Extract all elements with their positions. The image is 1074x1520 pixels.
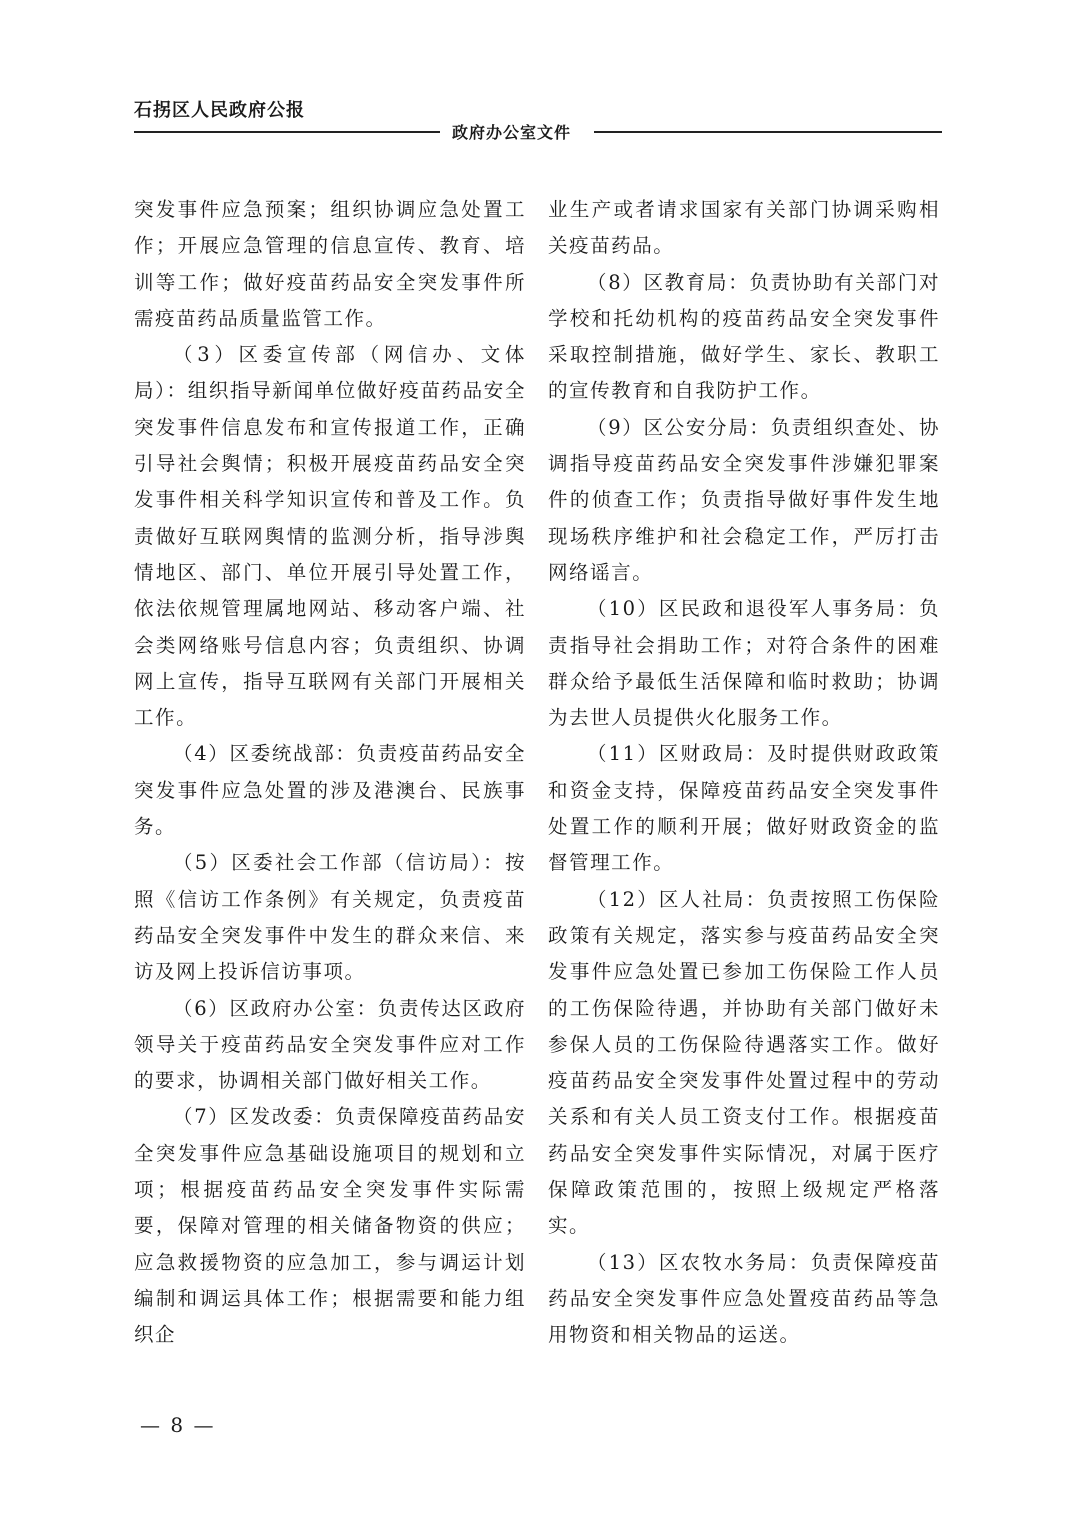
gazette-title: 石拐区人民政府公报 <box>134 100 305 121</box>
paragraph: （9）区公安分局：负责组织查处、协调指导疫苗药品安全突发事件涉嫌犯罪案件的侦查工作；负责指导做好事件发生地现场秩序维护和社会稳定工作，严厉打击网络谣言。 <box>548 415 940 584</box>
paragraph: （7）区发改委：负责保障疫苗药品安全突发事件应急基础设施项目的规划和立项；根据疫苗药品安全突发事件实际需要，保障对管理的相关储备物资的供应；应急救援物资的应急加工，参与调运计划编制和调运具体工作；根据需要和能力组织企 <box>134 1105 526 1347</box>
page-header <box>134 96 942 146</box>
left-column <box>134 192 526 1354</box>
document-category: 政府办公室文件 <box>452 123 572 142</box>
header-rule <box>134 131 440 133</box>
paragraph: （13）区农牧水务局：负责保障疫苗药品安全突发事件应急处置疫苗药品等急用物资和相关物品的运送。 <box>548 1250 940 1347</box>
paragraph: 突发事件应急预案；组织协调应急处置工作；开展应急管理的信息宣传、教育、培训等工作；做好疫苗药品安全突发事件所需疫苗药品质量监管工作。 <box>134 198 526 330</box>
paragraph: （10）区民政和退役军人事务局：负责指导社会捐助工作；对符合条件的困难群众给予最低生活保障和临时救助；协调为去世人员提供火化服务工作。 <box>548 597 940 730</box>
paragraph: （11）区财政局：及时提供财政政策和资金支持，保障疫苗药品安全突发事件处置工作的顺利开展；做好财政资金的监督管理工作。 <box>548 742 940 875</box>
paragraph: （4）区委统战部：负责疫苗药品安全突发事件应急处置的涉及港澳台、民族事务。 <box>134 742 526 839</box>
paragraph: （5）区委社会工作部（信访局）：按照《信访工作条例》有关规定，负责疫苗药品安全突发事件中发生的群众来信、来访及网上投诉信访事项。 <box>134 851 526 984</box>
header-rule <box>594 131 942 133</box>
paragraph: （8）区教育局：负责协助有关部门对学校和托幼机构的疫苗药品安全突发事件采取控制措施，做好学生、家长、教职工的宣传教育和自我防护工作。 <box>548 270 940 403</box>
page-number: — 8 — <box>140 1413 216 1437</box>
paragraph: （6）区政府办公室：负责传达区政府领导关于疫苗药品安全突发事件应对工作的要求，协调相关部门做好相关工作。 <box>134 996 526 1093</box>
paragraph: 业生产或者请求国家有关部门协调采购相关疫苗药品。 <box>548 198 940 258</box>
paragraph: （3）区委宣传部（网信办、文体局）：组织指导新闻单位做好疫苗药品安全突发事件信息发布和宣传报道工作，正确引导社会舆情；积极开展疫苗药品安全突发事件相关科学知识宣传和普及工作。负责做好互联网舆情的监测分析，指导涉舆情地区、部门、单位开展引导处置工作，依法依规管理属地网站、移动客户端、社会类网络账号信息内容；负责组织、协调网上宣传，指导互联网有关部门开展相关工作。 <box>134 343 526 730</box>
paragraph: （12）区人社局：负责按照工伤保险政策有关规定，落实参与疫苗药品安全突发事件应急处置已参加工伤保险工作人员的工伤保险待遇，并协助有关部门做好未参保人员的工伤保险待遇落实工作。做好疫苗药品安全突发事件处置过程中的劳动关系和有关人员工资支付工作。根据疫苗药品安全突发事件实际情况，对属于医疗保障政策范围的，按照上级规定严格落实。 <box>548 887 940 1238</box>
right-column <box>548 192 940 1354</box>
